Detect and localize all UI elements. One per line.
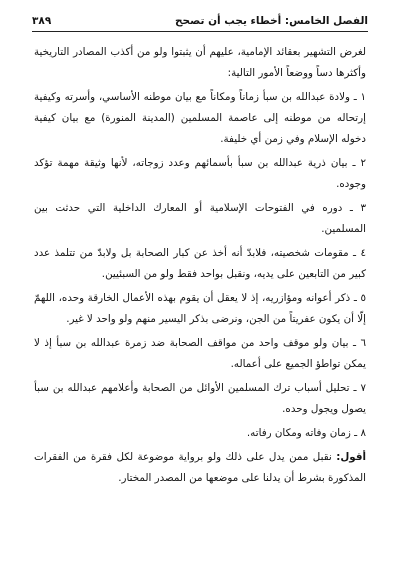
list-item-6: ٦ ـ بيان ولو موقف واحد من مواقف الصحابة ضد زمرة عبدالله بن سبأ إذ لا يمكن تواطؤ الجميع على أعماله. — [34, 337, 366, 370]
closing-text: نقبل ممن يدل على ذلك ولو برواية موضوعة لكل فقرة من الفقرات المذكورة بشرط أن يدلنا على موضعها من المصدر المختار. — [34, 451, 366, 484]
page-header — [32, 12, 368, 30]
list-item-8: ٨ ـ زمان وفاته ومكان رفاته. — [246, 427, 366, 439]
list-item-3: ٣ ـ دوره في الفتوحات الإسلامية أو المعارك الداخلية التي حدثت بين المسلمين. — [34, 202, 366, 235]
list-item-1: ١ ـ ولادة عبدالله بن سبأ زماناً ومكاناً مع بيان موطنه الأساسي، وأسرته وكيفية إرتحاله من موطنه إلى عاصمة المسلمين (المدينة المنورة) مع بيان كيفية دخوله الإسلام وفي زمن أي خليفة. — [34, 91, 366, 145]
list-item-5: ٥ ـ ذكر أعوانه ومؤازريه، إذ لا يعقل أن يقوم بهذه الأعمال الخارقة وحده، اللهمّ إلّا أن يكون عفريتاً من الجن، ونرضى بذكر اليسير منهم ولو واحد لا غير. — [34, 292, 366, 325]
page-number: ٣٨٩ — [32, 15, 52, 27]
intro-paragraph: لغرض التشهير بعقائد الإمامية، عليهم أن يثبتوا ولو من أكذب المصادر التاريخية وأكثرها دساً ووضعاً الأمور التالية: — [34, 46, 366, 79]
page-body — [34, 42, 366, 489]
list-item-7: ٧ ـ تحليل أسباب ترك المسلمين الأوائل من الصحابة وأعلامهم عبدالله بن سبأ يصول ويجول وحده. — [34, 382, 366, 415]
closing-lead: أقول: — [336, 451, 366, 463]
closing-paragraph — [34, 447, 366, 489]
chapter-title: الفصل الخامس: أخطاء يجب أن تصحح — [174, 15, 368, 27]
header-divider — [32, 31, 368, 32]
list-item-4: ٤ ـ مقومات شخصيته، فلابدّ أنه أخذ عن كبار الصحابة بل ولابدّ من تتلمذ عدد كبير من التابعين على يديه، ونقبل بواحد فقط ولو من السبئيين. — [34, 247, 366, 280]
list-item-2: ٢ ـ بيان ذرية عبدالله بن سبأ بأسمائهم وعدد زوجاته، لأنها وثيقة مهمة تؤكد وجوده. — [34, 157, 366, 190]
